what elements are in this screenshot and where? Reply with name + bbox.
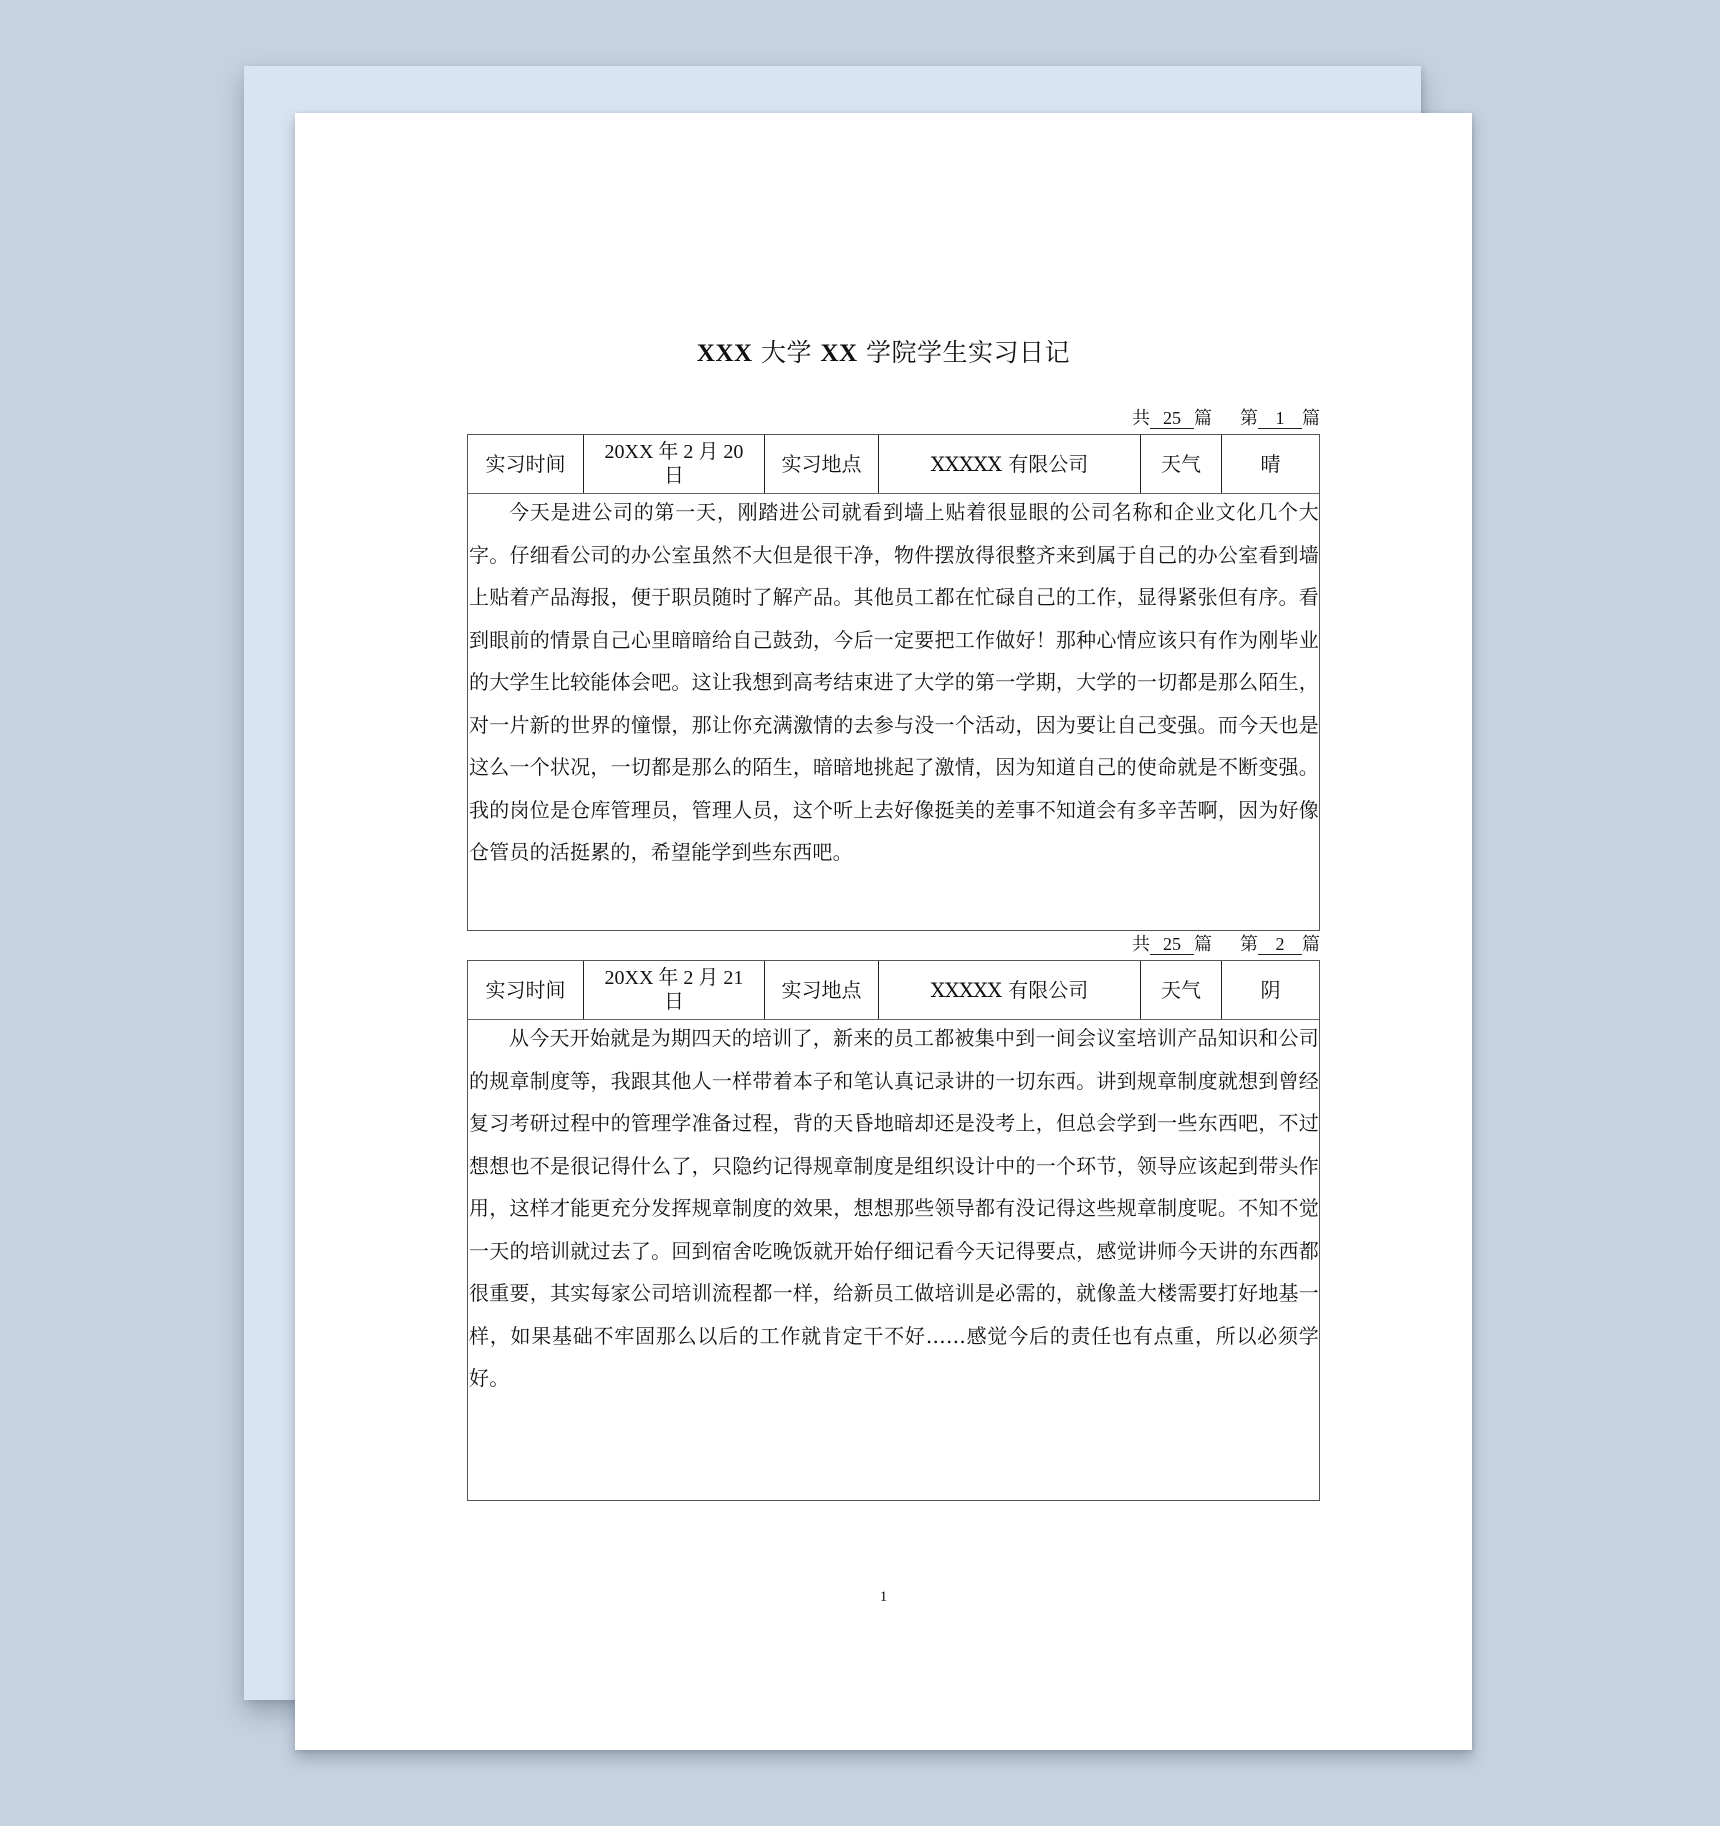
weather-value: 阴 bbox=[1260, 978, 1281, 1002]
title-college-code: XX bbox=[820, 340, 858, 367]
counter-index-suffix: 篇 bbox=[1302, 934, 1320, 955]
place-value: XXXXX 有限公司 bbox=[879, 961, 1141, 1019]
place-label: 实习地点 bbox=[765, 961, 879, 1019]
document-title bbox=[295, 333, 1472, 369]
counter-total-suffix: 篇 bbox=[1194, 408, 1212, 429]
counter-total-value: 25 bbox=[1150, 409, 1194, 429]
counter-total-prefix: 共 bbox=[1132, 934, 1150, 955]
entry-body: 今天是进公司的第一天，刚踏进公司就看到墙上贴着很显眼的公司名称和企业文化几个大字。仔细看公司的办公室虽然不大但是很干净，物件摆放得很整齐来到属于自己的办公室看到墙上贴着产品海报，便于职员随时了解产品。其他员工都在忙碌自己的工作，显得紧张但有序。看到眼前的情景自己心里暗暗给自己鼓劲，今后一定要把工作做好！那种心情应该只有作为刚毕业的大学生比较能体会吧。这让我想到高考结束进了大学的第一学期，大学的一切都是那么陌生，对一片新的世界的憧憬，那让你充满激情的去参与没一个活动，因为要让自己变强。而今天也是这么一个状况，一切都是那么的陌生，暗暗地挑起了激情，因为知道自己的使命就是不断变强。我的岗位是仓库管理员，管理人员，这个听上去好像挺美的差事不知道会有多辛苦啊，因为好像仓管员的活挺累的，希望能学到些东西吧。 bbox=[469, 500, 1319, 864]
weather-label: 天气 bbox=[1141, 435, 1222, 493]
title-university-word: 大学 bbox=[752, 338, 821, 367]
entry-header-row bbox=[468, 435, 1319, 494]
entry-counter bbox=[467, 408, 1320, 430]
place-label: 实习地点 bbox=[765, 435, 879, 493]
document-page bbox=[295, 113, 1472, 1750]
diary-entry bbox=[467, 434, 1320, 931]
entry-counter bbox=[467, 934, 1320, 956]
counter-total-value: 25 bbox=[1150, 935, 1194, 955]
entry-body: 从今天开始就是为期四天的培训了，新来的员工都被集中到一间会议室培训产品知识和公司的规章制度等，我跟其他人一样带着本子和笔认真记录讲的一切东西。讲到规章制度就想到曾经复习考研过程中的管理学准备过程，背的天昏地暗却还是没考上，但总会学到一些东西吧，不过想想也不是很记得什么了，只隐约记得规章制度是组织设计中的一个环节，领导应该起到带头作用，这样才能更充分发挥规章制度的效果，想想那些领导都有没记得这些规章制度呢。不知不觉一天的培训就过去了。回到宿舍吃晚饭就开始仔细记看今天记得要点，感觉讲师今天讲的东西都很重要，其实每家公司培训流程都一样，给新员工做培训是必需的，就像盖大楼需要打好地基一样，如果基础不牢固那么以后的工作就肯定干不好……感觉今后的责任也有点重，所以必须学好。 bbox=[469, 1026, 1319, 1390]
counter-total-suffix: 篇 bbox=[1194, 934, 1212, 955]
counter-index-value: 2 bbox=[1258, 935, 1302, 955]
entry-header-row bbox=[468, 961, 1319, 1020]
page-number: 1 bbox=[879, 1589, 888, 1605]
time-value: 20XX 年 2 月 20 日 bbox=[584, 435, 765, 493]
counter-index-suffix: 篇 bbox=[1302, 408, 1320, 429]
counter-index-prefix: 第 bbox=[1240, 934, 1258, 955]
time-label: 实习时间 bbox=[468, 435, 584, 493]
title-university-code: XXX bbox=[696, 340, 753, 367]
diary-entry bbox=[467, 960, 1320, 1501]
counter-index-value: 1 bbox=[1258, 409, 1302, 429]
time-label: 实习时间 bbox=[468, 961, 584, 1019]
time-value: 20XX 年 2 月 21 日 bbox=[584, 961, 765, 1019]
weather-label: 天气 bbox=[1141, 961, 1222, 1019]
weather-value: 晴 bbox=[1260, 452, 1281, 476]
counter-total-prefix: 共 bbox=[1132, 408, 1150, 429]
counter-index-prefix: 第 bbox=[1240, 408, 1258, 429]
place-value: XXXXX 有限公司 bbox=[879, 435, 1141, 493]
title-suffix: 学院学生实习日记 bbox=[857, 338, 1071, 367]
